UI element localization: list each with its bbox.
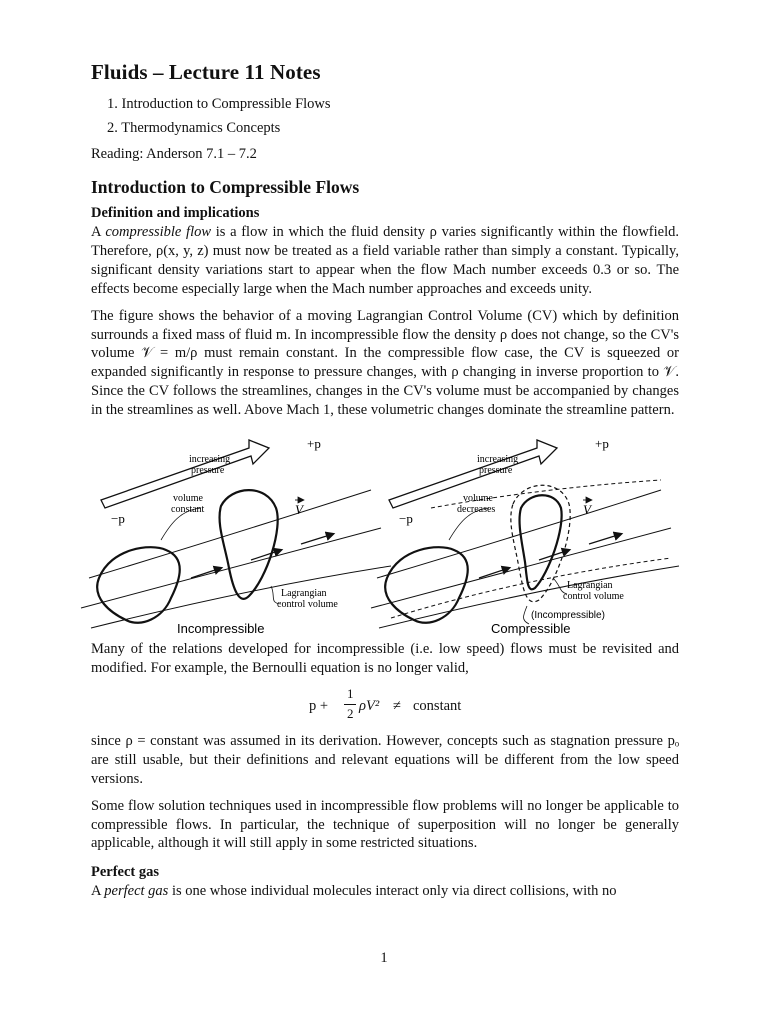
- label-velocity: V: [583, 502, 591, 518]
- subsection-heading: Definition and implications: [91, 205, 260, 221]
- table-of-contents: [91, 93, 679, 140]
- label-constant: constant: [171, 504, 205, 516]
- equation-rhs: constant: [413, 697, 462, 714]
- label-velocity: V: [295, 502, 303, 518]
- incompressible-panel: [81, 436, 391, 636]
- toc-item: 2. Thermodynamics Concepts: [107, 119, 281, 136]
- paragraph-lead: A: [91, 224, 106, 240]
- paragraph-term: compressible flow: [105, 224, 212, 240]
- label-pressure: pressure: [479, 465, 513, 477]
- paragraph-bernoulli-intro: Many of the relations developed for incompressible (i.e. low speed) flows must be revisited and modified. For example, the Bernoulli equation is no longer valid,: [91, 641, 679, 676]
- subsection-heading: Perfect gas: [91, 864, 160, 881]
- reading-assignment: Reading: Anderson 7.1 – 7.2: [91, 146, 257, 162]
- label-plus-p: +p: [307, 436, 321, 452]
- label-minus-p: −p: [399, 511, 413, 527]
- equation-lhs: p +: [309, 697, 329, 714]
- flow-arrow: [479, 568, 509, 578]
- equation-frac-bar: [344, 704, 356, 705]
- equation-frac-den: 2: [347, 705, 354, 721]
- bernoulli-equation: [91, 686, 679, 726]
- control-volume-compressed: [520, 495, 562, 589]
- label-incompressible-note: (Incompressible): [531, 610, 605, 622]
- caption-incompressible: Incompressible: [177, 621, 265, 637]
- paragraph-superposition: Some flow solution techniques used in incompressible flow problems will no longer be applicable to compressible flows. In particular, the technique of superposition will no longer be generally applicable, although it will still apply in some restricted situations.: [91, 797, 679, 852]
- paragraph-definition: [91, 223, 679, 299]
- caption-compressible: Compressible: [491, 621, 571, 637]
- streamline: [89, 490, 371, 578]
- paragraph-stagnation: since ρ = constant was assumed in its derivation. However, concepts such as stagnation pressure pₒ are still usable, but their definitions and relevant equations will be different from the low speed versions.: [91, 732, 679, 787]
- document-page: [91, 60, 679, 909]
- label-lagrangian: Lagrangian: [281, 588, 327, 600]
- label-minus-p: −p: [111, 511, 125, 527]
- label-control-volume: control volume: [277, 599, 338, 611]
- label-lagrangian: Lagrangian: [567, 580, 613, 592]
- paragraph-text: is one whose individual molecules interact only via direct collisions, with no: [168, 883, 617, 900]
- page-number: 1: [380, 950, 388, 966]
- label-decreases: decreases: [457, 504, 496, 516]
- label-plus-p: +p: [595, 436, 609, 452]
- streamline: [379, 566, 679, 628]
- flow-arrow: [191, 568, 221, 578]
- control-volume-later: [220, 490, 278, 599]
- label-volume: volume: [173, 493, 203, 505]
- label-increasing: increasing: [477, 454, 519, 466]
- equation-neq: ≠: [393, 697, 401, 714]
- section-heading: Introduction to Compressible Flows: [91, 177, 360, 197]
- paragraph-perfect-gas: [91, 882, 679, 901]
- paragraph-term: perfect gas: [104, 883, 169, 900]
- page-title: Fluids – Lecture 11 Notes: [91, 60, 321, 84]
- control-volume-figure: [71, 428, 691, 638]
- figure-drawing: [71, 428, 691, 638]
- equation-frac-num: 1: [347, 685, 354, 701]
- label-volume: volume: [463, 493, 493, 505]
- compressible-panel: [371, 436, 679, 636]
- equation-term: ρV²: [359, 697, 380, 714]
- paragraph-figure-description: The figure shows the behavior of a moving Lagrangian Control Volume (CV) which by definition surrounds a fixed mass of fluid m. In incompressible flow the density ρ does not change, so the CV's volume 𝒱 = m/ρ must remain constant. In the compressible flow case, the CV is squeezed or expanded significantly in response to pressure changes, with ρ changing in inverse proportion to 𝒱. Since the CV follows the streamlines, changes in the CV's volume must be accompanied by changes in the streamlines as well. Above Mach 1, these volumetric changes dominate the streamline pattern.: [91, 307, 679, 419]
- toc-item: 1. Introduction to Compressible Flows: [107, 96, 331, 112]
- control-volume-initial: [385, 547, 468, 623]
- streamline: [377, 490, 661, 578]
- paragraph-text: is a flow in which the fluid density ρ varies significantly within the flowfield. Therefore, ρ(x, y, z) must now be treated as a field variable rather than simply a constant. Typically, significant density variations start to appear when the flow Mach number exceeds 0.3 or so. The effects become especially large when the Mach number approaches and exceeds unity.: [91, 224, 680, 297]
- label-increasing: increasing: [189, 454, 231, 466]
- paragraph-lead: A: [91, 883, 105, 900]
- label-control-volume: control volume: [563, 591, 624, 603]
- label-pressure: pressure: [191, 465, 225, 477]
